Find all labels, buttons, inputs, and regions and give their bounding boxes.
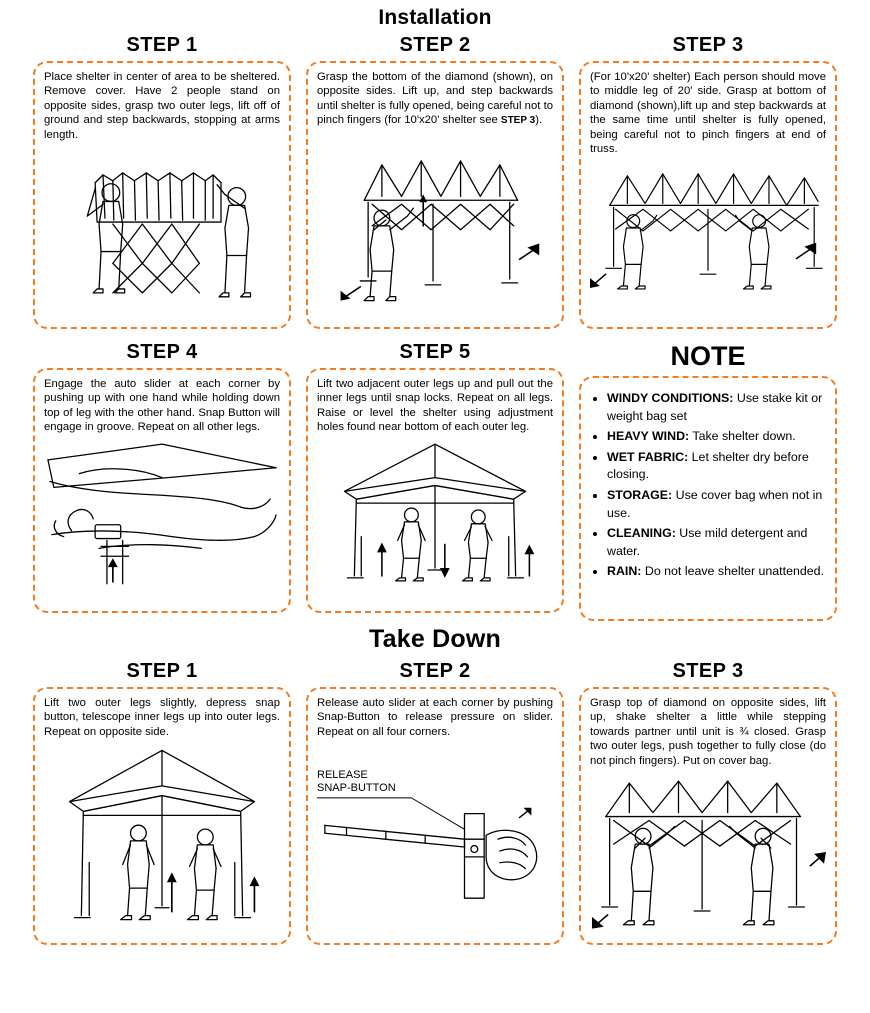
step-panel <box>33 61 291 329</box>
two-people-opening-20ft-shelter-illustration <box>590 159 826 294</box>
note-term: WINDY CONDITIONS: <box>607 391 734 405</box>
takedown-step-1 <box>33 656 291 945</box>
note-term: RAIN: <box>607 564 642 579</box>
note-block <box>579 337 837 621</box>
step-cross-reference: STEP 3 <box>500 115 536 127</box>
two-people-telescoping-legs-illustration <box>44 741 280 931</box>
step-heading: STEP 1 <box>126 34 198 56</box>
note-item <box>607 525 825 560</box>
step-panel <box>306 687 564 945</box>
step-panel <box>306 61 564 329</box>
step-text-after: ). <box>535 114 543 127</box>
step-panel <box>579 61 837 329</box>
step-text: (For 10'x20' shelter) Each person should move to middle leg of 20' side. Grasp at bottom of diamond (shown),lift up and step backwards at the same time until shelter is fully opened, being careful not to pinch fingers at end of truss. <box>590 71 826 156</box>
note-item <box>607 563 825 581</box>
step-heading: STEP 5 <box>399 341 471 363</box>
note-term: CLEANING: <box>607 526 676 541</box>
note-item <box>607 390 825 425</box>
note-text: Use cover bag when not in use. <box>607 488 823 520</box>
note-term: WET FABRIC: <box>607 449 689 464</box>
step-text: Lift two adjacent outer legs up and pull out the inner legs until snap locks. Repeat on all legs. Raise or level the shelter using adjustment holes found near bottom of each outer leg. <box>317 378 553 434</box>
step-text <box>317 70 553 128</box>
step-panel <box>33 368 291 613</box>
hand-releasing-snap-button-detail-illustration <box>317 795 553 905</box>
note-item <box>607 449 825 484</box>
note-text: Let shelter dry before closing. <box>607 449 809 482</box>
note-text: Use stake kit or weight bag set <box>607 391 823 423</box>
two-people-lifting-folded-shelter-illustration <box>44 144 280 309</box>
step-text: Lift two outer legs slightly, depress snap button, telescope inner legs up into outer legs. Repeat on opposite side. <box>44 697 280 738</box>
step-panel <box>579 687 837 945</box>
step-heading: STEP 1 <box>126 660 198 682</box>
installation-row-2 <box>0 337 870 621</box>
installation-row-1 <box>0 30 870 329</box>
note-term: HEAVY WIND: <box>607 429 690 444</box>
two-people-closing-shelter-illustration <box>590 770 826 930</box>
installation-section-title: Installation <box>378 6 492 29</box>
step-panel <box>33 687 291 945</box>
step-heading: STEP 2 <box>399 34 471 56</box>
two-people-extending-legs-of-canopy-illustration <box>317 437 553 587</box>
note-heading: NOTE <box>670 341 746 371</box>
takedown-step-2 <box>306 656 564 945</box>
install-step-5 <box>306 337 564 621</box>
note-text: Take shelter down. <box>689 429 796 444</box>
install-step-1 <box>33 30 291 329</box>
note-text: Do not leave shelter unattended. <box>641 564 824 579</box>
step-heading: STEP 3 <box>672 660 744 682</box>
hands-engaging-auto-slider-illustration <box>44 437 280 587</box>
note-text: Use mild detergent and water. <box>607 526 808 558</box>
step-text: Grasp top of diamond on opposite sides, lift up, shake shelter a little while stepping towards partner until unit is ¾ closed. Grasp two outer legs, push together to fully close (do not pinch fingers). Put on cover bag. <box>590 697 826 767</box>
step-heading: STEP 2 <box>399 660 471 682</box>
person-opening-shelter-frame-illustration <box>317 130 553 305</box>
install-step-2 <box>306 30 564 329</box>
step-heading: STEP 4 <box>126 341 198 363</box>
takedown-step-3 <box>579 656 837 945</box>
note-term: STORAGE: <box>607 488 673 503</box>
note-item <box>607 487 825 522</box>
step-heading: STEP 3 <box>672 34 744 56</box>
note-item <box>607 428 825 446</box>
step-text: Place shelter in center of area to be sheltered. Remove cover. Have 2 people stand on opposite sides, grasp two outer legs, lift off of ground and step backwards, stopping at arms length. <box>44 71 280 141</box>
release-callout-line-1: RELEASE <box>317 769 368 782</box>
step-text: Engage the auto slider at each corner by pushing up with one hand while holding down top of leg with the other hand. Snap Button will engage in groove. Repeat on all other legs. <box>44 378 280 434</box>
install-step-4 <box>33 337 291 621</box>
step-panel <box>306 368 564 613</box>
note-panel <box>579 376 837 621</box>
release-callout-line-2: SNAP-BUTTON <box>317 782 396 794</box>
step-text-before: Grasp the bottom of the diamond (shown), on opposite sides. Lift up, and step backwards until shelter is fully opened, being careful not to pinch fingers (for 10'x20' shelter see <box>317 71 553 127</box>
step-text: Release auto slider at each corner by pushing Snap-Button to release pressure on slider. Repeat on all four corners. <box>317 697 553 738</box>
install-step-3 <box>579 30 837 329</box>
takedown-row <box>0 656 870 945</box>
takedown-section-title: Take Down <box>369 625 501 653</box>
note-list <box>593 390 825 581</box>
